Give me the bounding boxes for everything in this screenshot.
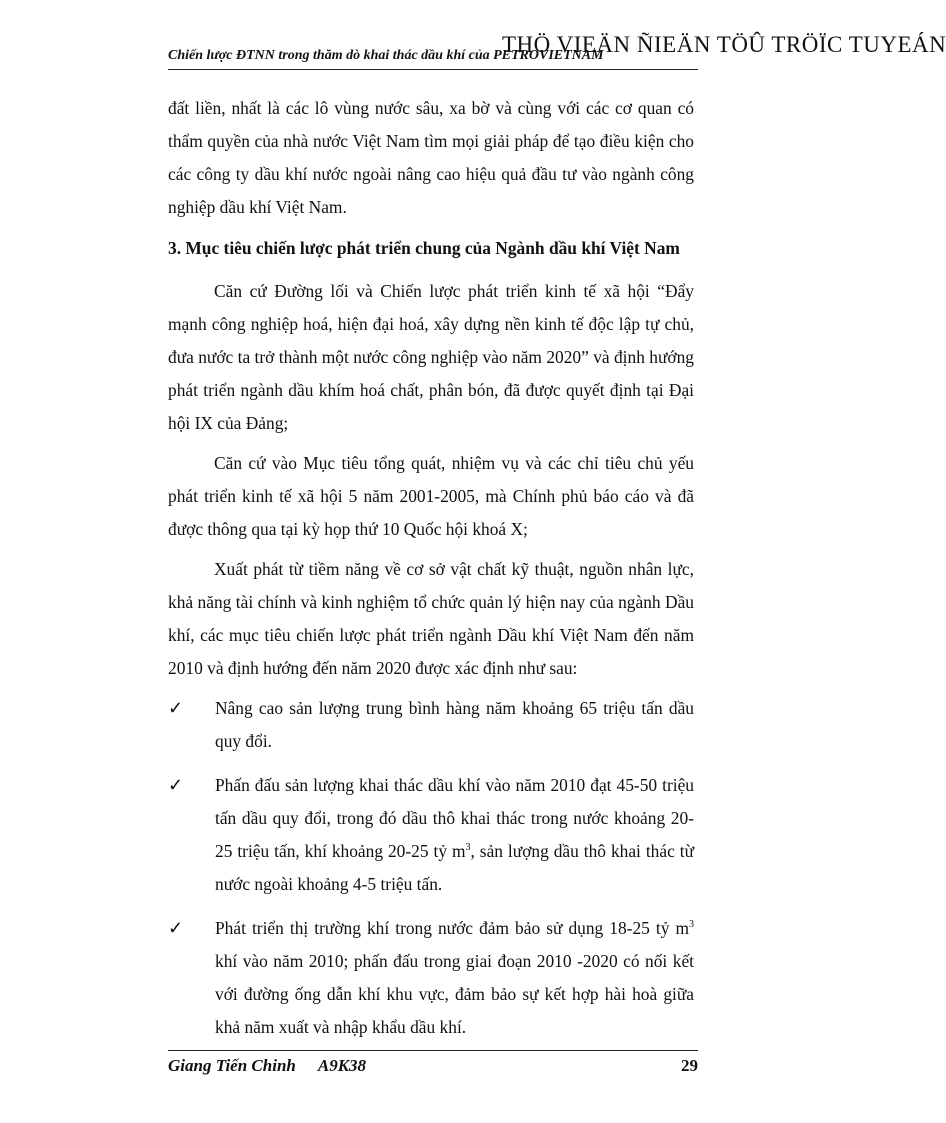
footer-divider	[168, 1050, 698, 1051]
checkmark-icon: ✓	[168, 918, 184, 938]
list-item-text-part: Phấn đấu sản lượng khai thác dầu khí vào năm 2010 đạt 45-50 triệu tấn dầu quy đổi, trong đó dầu thô khai thác trong nước khoảng 20-25 triệu tấn, khí khoảng 20-25 tỷ m	[215, 775, 694, 861]
list-item	[168, 912, 694, 1044]
section-heading: 3. Mục tiêu chiến lược phát triển chung của Ngành dầu khí Việt Nam	[168, 238, 680, 258]
list-item	[168, 692, 694, 758]
list-item-text: Nâng cao sản lượng trung bình hàng năm khoảng 65 triệu tấn dầu quy đổi.	[215, 698, 694, 751]
page-header	[168, 30, 946, 70]
goal-list	[168, 692, 694, 1044]
paragraph-2: Căn cứ vào Mục tiêu tổng quát, nhiệm vụ và các chỉ tiêu chủ yếu phát triển kinh tế xã hội 5 năm 2001-2005, mà Chính phủ báo cáo và đã được thông qua tại kỳ họp thứ 10 Quốc hội khoá X;	[168, 453, 694, 539]
intro-paragraph: đất liền, nhất là các lô vùng nước sâu, xa bờ và cùng với các cơ quan có thẩm quyền của nhà nước Việt Nam tìm mọi giải pháp để tạo điều kiện cho các công ty dầu khí nước ngoài nâng cao hiệu quả đầu tư vào ngành công nghiệp dầu khí Việt Nam.	[168, 98, 694, 217]
page-content	[168, 92, 694, 1055]
list-item-text-part: , sản lượng dầu thô khai thác từ nước ngoài khoảng 4-5 triệu tấn.	[215, 841, 694, 894]
paragraph-1: Căn cứ Đường lối và Chiến lược phát triển kinh tế xã hội “Đẩy mạnh công nghiệp hoá, hiện đại hoá, xây dựng nền kinh tế độc lập tự chủ, đưa nước ta trở thành một nước công nghiệp vào năm 2020” và định hướng phát triển ngành dầu khím hoá chất, phân bón, đã được quyết định tại Đại hội IX của Đảng;	[168, 281, 694, 433]
footer-author	[168, 1056, 366, 1076]
list-item-text-part: Phát triển thị trường khí trong nước đảm bảo sử dụng 18-25 tỷ m	[215, 918, 689, 938]
header-title: Chiến lược ĐTNN trong thăm dò khai thác dầu khí của PETROVIETNAM	[168, 48, 604, 63]
list-item-text	[215, 918, 694, 1037]
class-code: A9K38	[317, 1056, 367, 1075]
checkmark-icon: ✓	[168, 698, 184, 718]
page-number: 29	[681, 1056, 698, 1075]
checkmark-icon: ✓	[168, 775, 184, 795]
list-item-text	[215, 775, 694, 894]
page-footer	[168, 1050, 698, 1090]
list-item-text-part: khí vào năm 2010; phấn đấu trong giai đoạn 2010 -2020 có nối kết với đường ống dẫn khí khu vực, đảm bảo sự kết hợp hài hoà giữa khả năm xuất và nhập khẩu dầu khí.	[215, 951, 694, 1037]
superscript: 3	[465, 842, 471, 854]
library-watermark: THÖ VIEÄN ÑIEÄN TÖÛ TRÖÏC TUYEÁN	[502, 32, 946, 57]
header-divider	[168, 69, 698, 70]
superscript: 3	[689, 919, 694, 931]
paragraph-3: Xuất phát từ tiềm năng về cơ sở vật chất kỹ thuật, nguồn nhân lực, khả năng tài chính và kinh nghiệm tổ chức quản lý hiện nay của ngành Dầu khí, các mục tiêu chiến lược phát triển ngành Dầu khí Việt Nam đến năm 2010 và định hướng đến năm 2020 được xác định như sau:	[168, 559, 694, 678]
list-item	[168, 769, 694, 901]
author-name: Giang Tiến Chinh	[168, 1056, 296, 1075]
